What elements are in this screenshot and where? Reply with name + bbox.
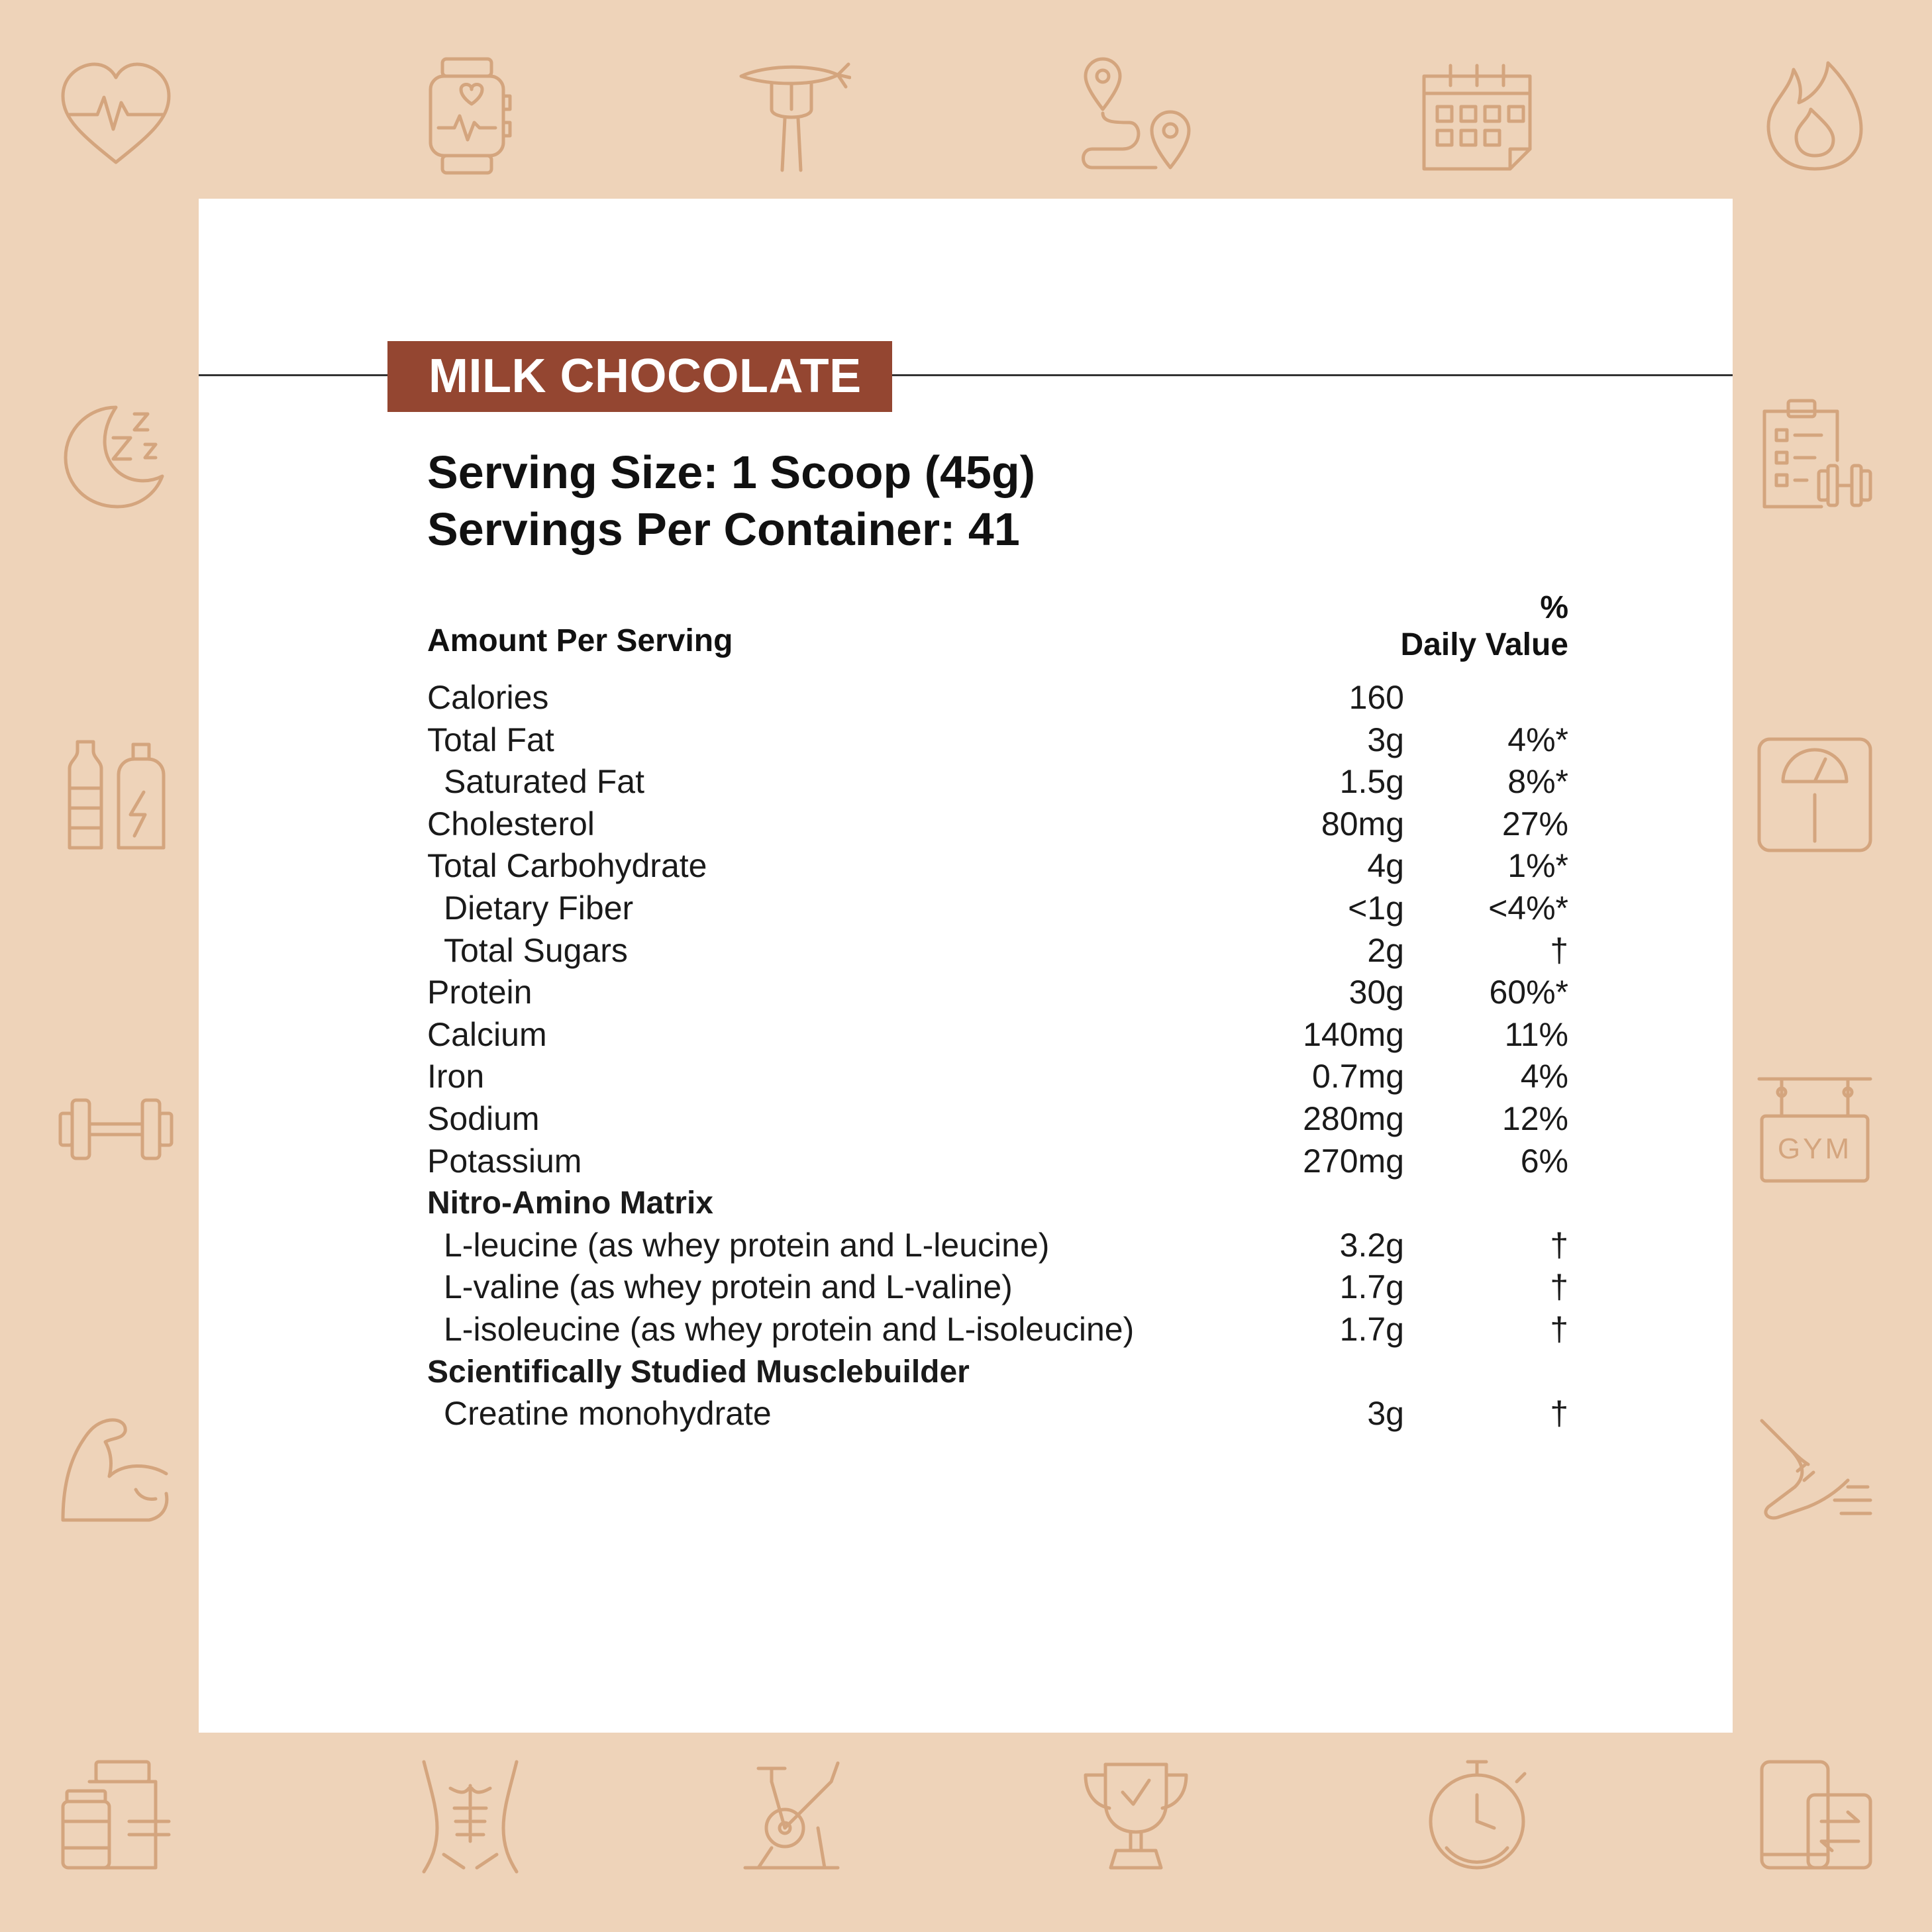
supplement-jars-icon [56,1755,176,1874]
smartwatch-icon [411,56,530,176]
table-row: Saturated Fat 1.5g 8%* [444,763,1568,801]
table-row: L-leucine (as whey protein and L-leucine) 3.2g † [444,1226,1568,1264]
nutrition-panel [199,199,1733,1733]
table-row: Protein 30g 60%* [427,974,1568,1011]
carrot-fork-icon [732,56,851,176]
nutrient-table [427,677,1568,1435]
table-row: L-isoleucine (as whey protein and L-isoleucine) 1.7g † [444,1310,1568,1348]
calendar-icon [1417,56,1537,176]
route-pin-icon [1076,56,1195,176]
gym-sign-icon [1755,1070,1874,1189]
percent-symbol: % [1540,590,1568,625]
phone-exchange-icon [1755,1755,1874,1874]
table-row: Creatine monohydrate 3g † [444,1395,1568,1433]
table-row: Calories 160 [427,679,1404,716]
abs-torso-icon [411,1755,530,1874]
table-row: Calcium 140mg 11% [427,1015,1568,1053]
table-row: Total Sugars 2g † [444,931,1568,969]
gym-sign-text: GYM [1777,1133,1853,1165]
clipboard-dumbbell-icon [1755,394,1874,513]
table-row: Dietary Fiber <1g <4%* [444,889,1568,927]
heart-pulse-icon [56,56,176,176]
section-heading: Scientifically Studied Musclebuilder [427,1354,970,1390]
table-row: Iron 0.7mg 4% [427,1058,1568,1095]
servings-per-container: Servings Per Container: 41 [427,503,1020,555]
serving-info [427,444,1035,558]
running-shoe-icon [1755,1407,1874,1527]
table-row: L-valine (as whey protein and L-valine) 1.7g † [444,1268,1568,1306]
water-bottles-icon [56,735,176,854]
trophy-icon [1076,1755,1195,1874]
serving-size: Serving Size: 1 Scoop (45g) [427,446,1035,498]
table-row: Total Fat 3g 4%* [427,721,1568,758]
amount-per-serving-header: Amount Per Serving [427,623,733,658]
flavor-badge: MILK CHOCOLATE [387,341,892,412]
table-row: Potassium 270mg 6% [427,1142,1568,1180]
flexed-arm-icon [56,1407,176,1527]
exercise-bike-icon [732,1755,851,1874]
table-row: Sodium 280mg 12% [427,1099,1568,1137]
stopwatch-icon [1417,1755,1537,1874]
scale-icon [1755,735,1874,854]
daily-value-label: Daily Value [1400,627,1568,662]
daily-value-header [1401,589,1568,664]
table-row: Cholesterol 80mg 27% [427,805,1568,842]
moon-sleep-icon [56,394,176,513]
section-heading: Nitro-Amino Matrix [427,1186,713,1221]
table-row: Total Carbohydrate 4g 1%* [427,847,1568,885]
flame-icon [1755,56,1874,176]
dumbbell-icon [56,1070,176,1189]
